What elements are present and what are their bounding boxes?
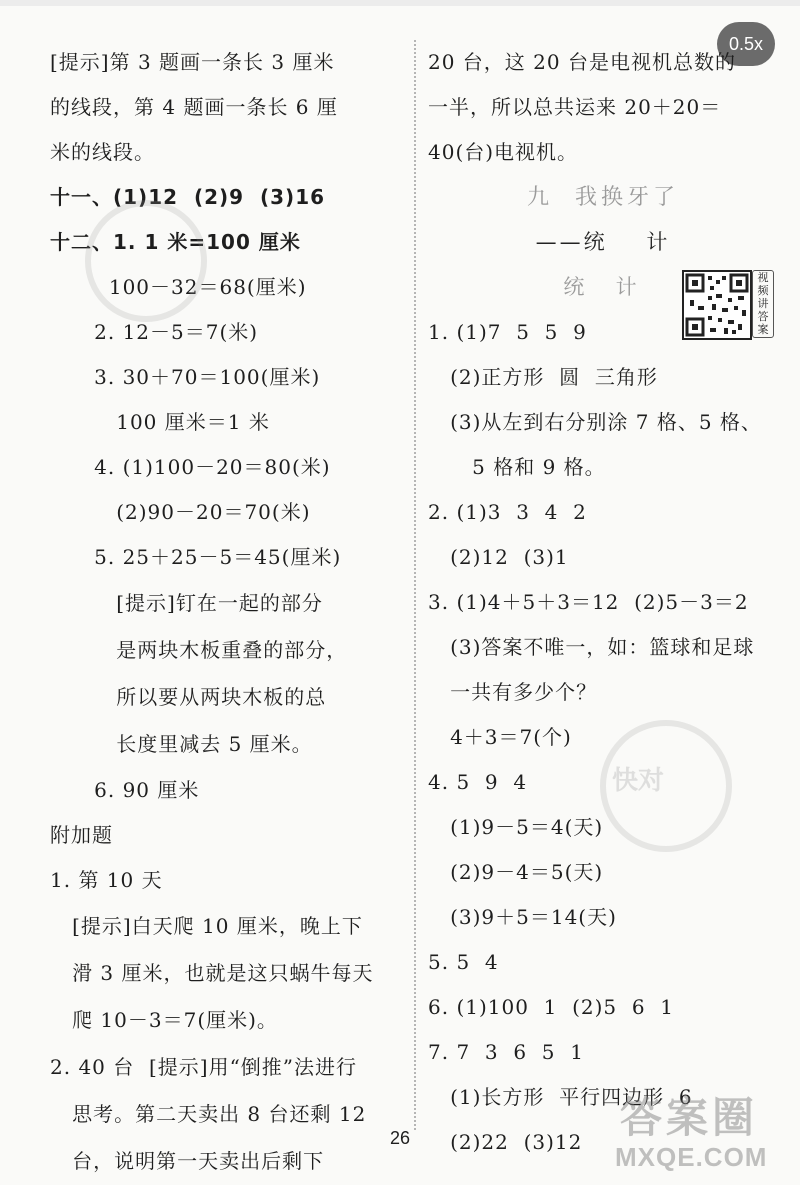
right-line: 1. (1)7 5 5 9 — [428, 320, 587, 344]
left-line: 是两块木板重叠的部分， — [50, 638, 348, 662]
watermark-text: 快对 — [612, 766, 665, 796]
left-line: 1. 第 10 天 — [50, 868, 163, 892]
left-line: 的线段，第 4 题画一条长 6 厘 — [50, 95, 338, 119]
left-line: 3. 30＋70＝100(厘米) — [50, 365, 321, 389]
extra-questions-heading: 附加题 — [50, 823, 113, 847]
left-line: 2. 40 台 [提示]用“倒推”法进行 — [50, 1055, 358, 1079]
unit-subtitle: ——统 计 — [535, 230, 671, 254]
right-line: 2. (1)3 3 4 2 — [428, 500, 587, 524]
top-edge — [0, 0, 800, 6]
right-line: 4＋3＝7(个) — [428, 725, 572, 749]
left-line: 滑 3 厘米，也就是这只蜗牛每天 — [50, 961, 374, 985]
right-line: (2)12 (3)1 — [428, 545, 569, 569]
right-line: 6. (1)100 1 (2)5 6 1 — [428, 995, 675, 1019]
right-line: (1)长方形 平行四边形 6 — [428, 1085, 693, 1109]
right-line: (2)正方形 圆 三角形 — [428, 365, 658, 389]
watermark-seal-left-icon — [85, 200, 207, 322]
right-column — [428, 40, 778, 1165]
left-line: [提示]第 3 题画一条长 3 厘米 — [50, 50, 335, 74]
zoom-badge[interactable]: 0.5x — [717, 22, 775, 66]
right-line: 5. 5 4 — [428, 950, 499, 974]
unit-title: 九 我换牙了 — [527, 185, 679, 210]
corner-watermark-url: MXQE.COM — [615, 1142, 768, 1172]
right-line: (1)9－5＝4(天) — [428, 815, 604, 839]
right-line: 4. 5 9 4 — [428, 770, 528, 794]
left-line: 4. (1)100－20＝80(米) — [50, 455, 331, 479]
right-line: 5 格和 9 格。 — [428, 455, 606, 479]
right-line: 7. 7 3 6 5 1 — [428, 1040, 584, 1064]
left-line: 2. 12－5＝7(米) — [50, 320, 259, 344]
left-line: 爬 10－3＝7(厘米)。 — [50, 1008, 278, 1032]
left-line: 台，说明第一天卖出后剩下 — [50, 1149, 325, 1173]
right-line: (3)从左到右分别涂 7 格、5 格、 — [428, 410, 762, 434]
left-line: 所以要从两块木板的总 — [50, 685, 327, 709]
section-title: 统 计 — [563, 275, 643, 299]
column-divider — [414, 40, 416, 1130]
left-line: (2)90－20＝70(米) — [50, 500, 311, 524]
right-line: 一半，所以总共运来 20＋20＝ — [428, 95, 722, 119]
right-line: 3. (1)4＋5＋3＝12 (2)5－3＝2 — [428, 590, 749, 614]
left-line: 100－32＝68(厘米) — [50, 275, 307, 299]
left-line: [提示]白天爬 10 厘米，晚上下 — [50, 914, 363, 938]
page-number: 26 — [389, 1128, 411, 1148]
right-line: (3)答案不唯一，如：篮球和足球 — [428, 635, 755, 659]
right-line: 40(台)电视机。 — [428, 140, 579, 164]
section-twelve: 十二、1. 1 米=100 厘米 — [50, 230, 301, 254]
left-line: 100 厘米＝1 米 — [50, 410, 270, 434]
left-line: 米的线段。 — [50, 140, 155, 164]
right-line: (2)9－4＝5(天) — [428, 860, 604, 884]
right-line: 一共有多少个？ — [428, 680, 598, 704]
left-line: 5. 25＋25－5＝45(厘米) — [50, 545, 342, 569]
section-eleven: 十一、(1)12 (2)9 (3)16 — [50, 185, 326, 209]
left-line: 6. 90 厘米 — [50, 778, 200, 802]
right-line: (2)22 (3)12 — [428, 1130, 583, 1154]
left-line: 长度里减去 5 厘米。 — [50, 732, 313, 756]
left-line: [提示]钉在一起的部分 — [50, 591, 323, 615]
qr-label: 视频讲答案 — [752, 270, 774, 338]
left-line: 思考。第二天卖出 8 台还剩 12 — [50, 1102, 367, 1126]
right-line: (3)9＋5＝14(天) — [428, 905, 617, 929]
left-column — [50, 40, 405, 1185]
right-line: 20 台，这 20 台是电视机总数的 — [428, 50, 736, 74]
corner-watermark: 答案圈 — [620, 1093, 759, 1142]
qr-code-icon[interactable] — [682, 270, 752, 340]
